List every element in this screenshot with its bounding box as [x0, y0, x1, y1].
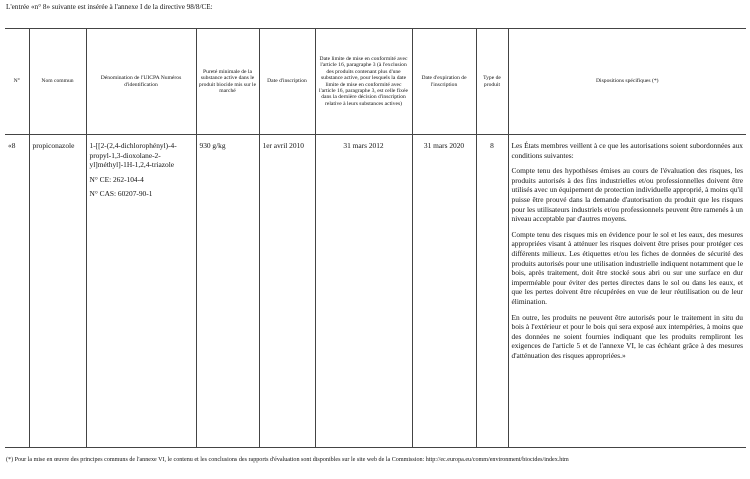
header-row: [5, 29, 746, 135]
header-date-inscription: Date d'inscription: [259, 29, 315, 135]
header-no: N°: [5, 29, 29, 135]
uicpa-name: 1-[[2-(2,4-dichlorophényl)-4-propyl-1,3-dioxolane-2-yl]méthyl]-1H-1,2,4-triazole: [89, 141, 177, 170]
disposition-paragraph: Les États membres veillent à ce que les autorisations soient subordonnées aux conditions suivantes:: [511, 141, 743, 160]
header-type-produit: Type de produit: [476, 29, 508, 135]
header-date-limite: Date limite de mise en conformité avec l'article 16, paragraphe 3 (à l'exclusion des produits contenant plus d'une substance active, pour lesquels la date limite de mise en conformité avec l'article 16, paragraphe 3, est celle fixée dans la dernière décision d'inscription relative à leurs substances actives): [315, 29, 412, 135]
cell-nom-commun: propiconazole: [29, 135, 86, 448]
header-dispositions: Dispositions spécifiques (*): [508, 29, 746, 135]
disposition-paragraph: Compte tenu des risques mis en évidence pour le sol et les eaux, des mesures appropriées visant à atténuer les risques doivent être prises pour protéger ces différents milieux. Les étiquettes et/ou les fiches de données de sécurité des produits autorisés pour une utilisation industrielle indiquent notamment que le bois, après traitement, doit être stocké sous abri ou sur une surface en dur imperméable pour éviter des pertes directes dans le sol ou dans les eaux, et que les pertes doivent être récupérées en vue de leur réutilisation ou de leur élimination.: [511, 229, 743, 306]
ce-number: N° CE: 262-104-4: [89, 174, 144, 184]
intro-text: L'entrée «n° 8» suivante est insérée à l'annexe I de la directive 98/8/CE:: [6, 3, 213, 11]
cell-dispositions: [508, 135, 746, 448]
cell-date-inscription: 1er avril 2010: [259, 135, 315, 448]
cell-denomination: [86, 135, 196, 448]
header-purete: Pureté minimale de la substance active dans le produit biocide mis sur le marché: [196, 29, 259, 135]
table-row: [5, 135, 746, 448]
annex-table: [5, 28, 746, 448]
cell-date-limite: 31 mars 2012: [315, 135, 412, 448]
disposition-paragraph: En outre, les produits ne peuvent être autorisés pour le traitement in situ du bois à l'extérieur et pour le bois qui sera exposé aux intempéries, à moins que des données ne soient fournies indiquant que les produits rempliront les exigences de l'article 5 et de l'annexe VI, le cas échéant grâce à des mesures d'atténuation des risques appropriées.»: [511, 312, 743, 360]
cell-date-expiration: 31 mars 2020: [412, 135, 476, 448]
footnote: (*) Pour la mise en œuvre des principes communs de l'annexe VI, le contenu et les conclusions des rapports d'évaluation sont disponibles sur le site web de la Commission: http://ec.europa.eu/comm/environment/biocides/index.htm: [6, 457, 569, 463]
disposition-paragraph: Compte tenu des hypothèses émises au cours de l'évaluation des risques, les produits autorisés à des fins industrielles et/ou professionnelles doivent être utilisés avec un équipement de protection individuelle approprié, à moins qu'il puisse être prouvé dans la demande d'autorisation du produit que les risques pour les utilisateurs industriels et/ou professionnels peuvent être ramenés à un niveau acceptable par d'autres moyens.: [511, 166, 743, 224]
header-nom-commun: Nom commun: [29, 29, 86, 135]
cell-type-produit: 8: [476, 135, 508, 448]
cas-number: N° CAS: 60207-90-1: [89, 189, 153, 199]
cell-purete: 930 g/kg: [196, 135, 259, 448]
header-date-expiration: Date d'expiration de l'inscription: [412, 29, 476, 135]
cell-no: «8: [5, 135, 29, 448]
header-denomination: Dénomination de l'UICPA Numéros d'identification: [86, 29, 196, 135]
